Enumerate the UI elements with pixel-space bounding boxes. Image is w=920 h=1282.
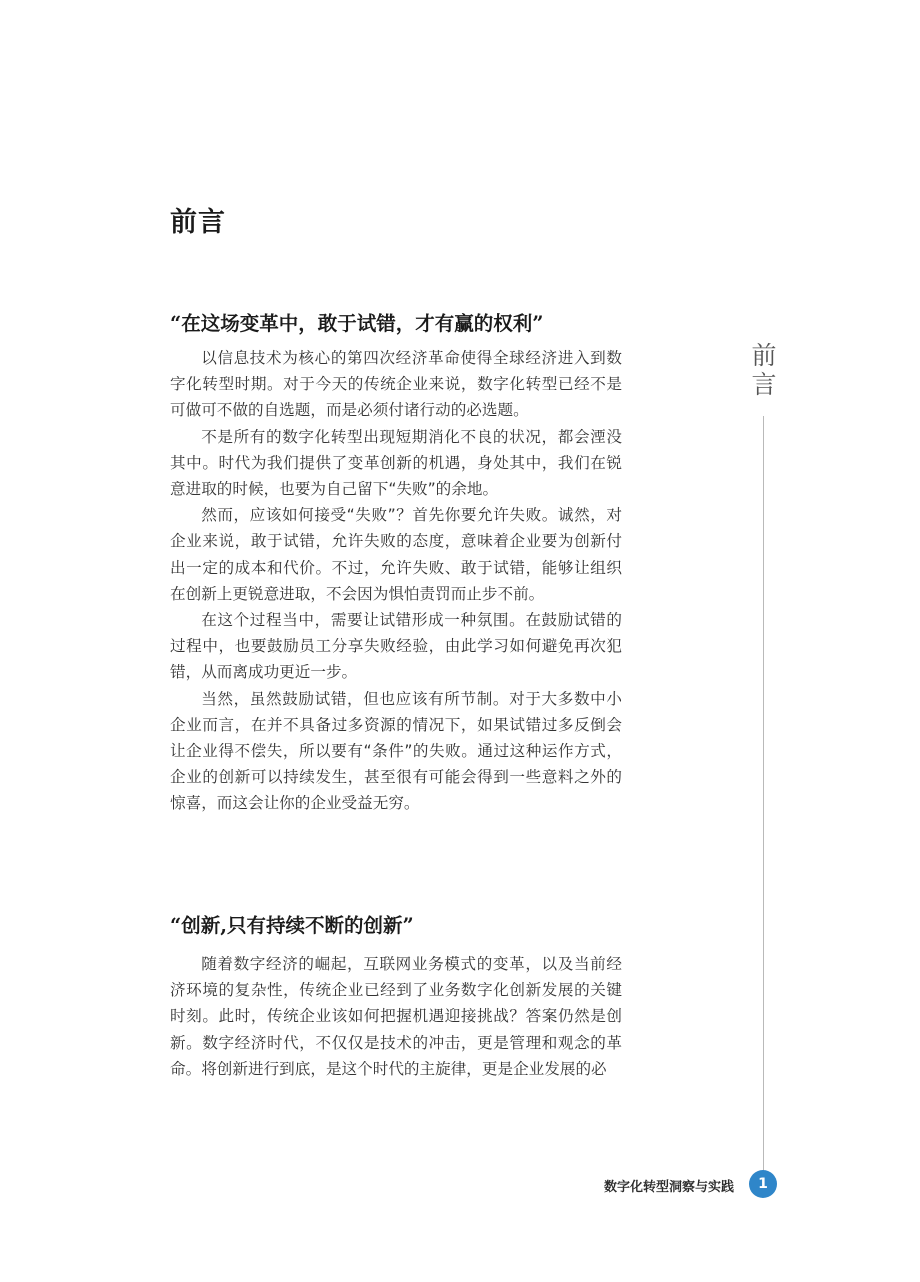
paragraph: 随着数字经济的崛起，互联网业务模式的变革，以及当前经济环境的复杂性，传统企业已经到了业务数字化创新发展的关键时刻。此时，传统企业该如何把握机遇迎接挑战？答案仍然是创新。数字经济时代，不仅仅是技术的冲击，更是管理和观念的革命。将创新进行到底，是这个时代的主旋律，更是企业发展的必 [170, 955, 622, 1078]
footer-book-title: 数字化转型洞察与实践 [604, 1180, 735, 1195]
paragraph: 在这个过程当中，需要让试错形成一种氛围。在鼓励试错的过程中，也要鼓励员工分享失败经验，由此学习如何避免再次犯错，从而离成功更近一步。 [170, 611, 622, 682]
side-chapter-label: 前言 [751, 341, 777, 399]
side-divider-line [763, 416, 764, 1172]
section-body-trial-and-error [170, 345, 622, 817]
chapter-title: 前言 [170, 207, 226, 238]
paragraph: 然而，应该如何接受“失败”？首先你要允许失败。诚然，对企业来说，敢于试错，允许失败的态度，意味着企业要为创新付出一定的成本和代价。不过，允许失败、敢于试错，能够让组织在创新上更锐意进取，不会因为惧怕责罚而止步不前。 [170, 506, 622, 603]
paragraph: 当然，虽然鼓励试错，但也应该有所节制。对于大多数中小企业而言，在并不具备过多资源的情况下，如果试错过多反倒会让企业得不偿失，所以要有“条件”的失败。通过这种运作方式，企业的创新可以持续发生，甚至很有可能会得到一些意料之外的惊喜，而这会让你的企业受益无穷。 [170, 689, 622, 813]
page-number-badge: 1 [749, 1170, 777, 1198]
paragraph: 以信息技术为核心的第四次经济革命使得全球经济进入到数字化转型时期。对于今天的传统企业来说，数字化转型已经不是可做可不做的自选题，而是必须付诸行动的必选题。 [170, 349, 622, 420]
paragraph: 不是所有的数字化转型出现短期消化不良的状况，都会湮没其中。时代为我们提供了变革创新的机遇，身处其中，我们在锐意进取的时候，也要为自己留下“失败”的余地。 [170, 427, 622, 499]
section-title-trial-and-error: “在这场变革中，敢于试错，才有赢的权利” [170, 312, 544, 335]
section-title-innovation: “创新,只有持续不断的创新” [170, 914, 414, 937]
section-body-innovation [170, 951, 622, 1082]
